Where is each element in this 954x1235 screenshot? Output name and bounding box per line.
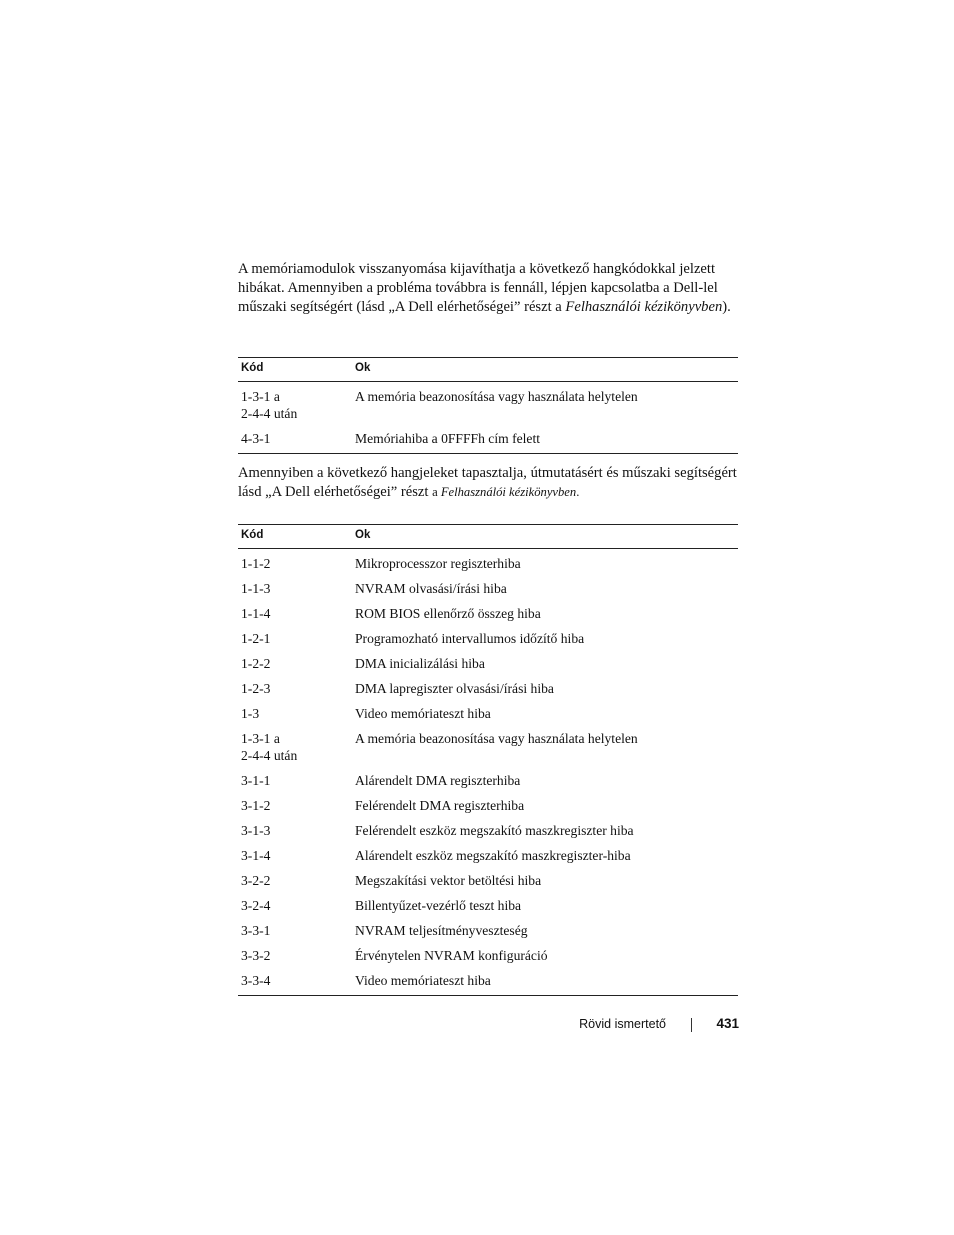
reason-cell: Érvénytelen NVRAM konfiguráció [355,948,548,963]
code-line: 3-2-2 [241,873,271,888]
intro-italic: Felhasználói kézikönyvben [565,299,723,315]
code-cell [238,576,352,601]
reason-cell: DMA lapregiszter olvasási/írási hiba [355,681,554,696]
code-line: 1-3 [241,706,260,721]
code-cell [238,426,352,454]
code-cell [238,843,352,868]
reason-cell: A memória beazonosítása vagy használata helytelen [355,389,638,404]
table-row [238,943,738,968]
reason-cell: NVRAM olvasási/írási hiba [355,581,507,596]
reason-cell: DMA inicializálási hiba [355,656,485,671]
reason-cell: Video memóriateszt hiba [355,706,491,721]
reason-cell: Memóriahiba a 0FFFFh cím felett [352,426,738,454]
table-row [238,601,738,626]
column-header-reason: Ok [352,358,738,382]
table-row [238,701,738,726]
table-row [238,576,738,601]
reason-cell: Megszakítási vektor betöltési hiba [355,873,542,888]
code-line: 1-3-1 a [241,731,280,746]
table-row [238,793,738,818]
code-line: 3-2-4 [241,898,271,913]
code-line: 3-3-1 [241,923,271,938]
intro-text-end: ). [722,299,731,315]
reason-cell: Alárendelt eszköz megszakító maszkregiszter-hiba [355,848,631,863]
middle-text: Amennyiben a következő hangjeleket tapasztalja, útmutatásért és műszaki segítségért lásd „A Dell elérhetőségei” részt [238,465,737,500]
table-row [238,676,738,701]
table-row [238,549,738,577]
code-cell [238,818,352,843]
code-line: 4-3-1 [241,431,271,446]
code-line: 1-1-4 [241,606,271,621]
table-row [238,426,738,454]
page-footer [0,1016,954,1036]
code-line: 1-1-2 [241,556,271,571]
code-line: 1-1-3 [241,581,271,596]
table-body [238,382,738,454]
code-line: 1-2-1 [241,631,271,646]
code-cell [238,726,352,768]
table-row [238,818,738,843]
code-line: 3-1-4 [241,848,271,863]
code-cell [238,893,352,918]
code-line: 1-3-1 a [241,389,280,404]
table-row [238,843,738,868]
table-row [238,768,738,793]
middle-small: a [432,485,441,499]
reason-cell: Programozható intervallumos időzítő hiba [355,631,585,646]
page-number: 431 [716,1016,739,1031]
reason-cell: Mikroprocesszor regiszterhiba [355,556,521,571]
code-cell [238,601,352,626]
table-row [238,968,738,996]
column-header-code: Kód [238,525,352,549]
code-cell [238,626,352,651]
code-cell [238,868,352,893]
code-cell [238,943,352,968]
table-body [238,549,738,996]
code-cell [238,676,352,701]
middle-italic: Felhasználói kézikönyvben [440,485,577,499]
table-row [238,726,738,768]
code-cell [238,968,352,996]
reason-cell: Video memóriateszt hiba [352,968,738,996]
middle-text-end: . [576,485,580,499]
table-row [238,893,738,918]
table-row [238,868,738,893]
table-row [238,651,738,676]
code-line: 1-2-3 [241,681,271,696]
reason-cell: ROM BIOS ellenőrző összeg hiba [355,606,541,621]
intro-paragraph [238,260,738,317]
code-cell [238,918,352,943]
reason-cell: Alárendelt DMA regiszterhiba [355,773,521,788]
column-header-code: Kód [238,358,352,382]
code-line: 3-1-2 [241,798,271,813]
code-cell [238,651,352,676]
code-cell [238,701,352,726]
code-line: 3-1-3 [241,823,271,838]
code-cell [238,382,352,427]
code-line: 2-4-4 után [241,406,298,421]
code-line: 3-3-2 [241,948,271,963]
footer-title: Rövid ismertető [579,1017,666,1031]
reason-cell: Felérendelt DMA regiszterhiba [355,798,525,813]
code-cell [238,549,352,577]
middle-paragraph [238,464,738,502]
beep-code-table-2 [238,524,738,996]
table-row [238,626,738,651]
beep-code-table-1 [238,357,738,454]
column-header-reason: Ok [352,525,738,549]
code-line: 2-4-4 után [241,748,298,763]
code-cell [238,793,352,818]
reason-cell: Felérendelt eszköz megszakító maszkregiszter hiba [355,823,634,838]
reason-cell: A memória beazonosítása vagy használata helytelen [355,731,638,746]
reason-cell: Billentyűzet-vezérlő teszt hiba [355,898,522,913]
table-row [238,382,738,427]
footer-separator [691,1018,692,1032]
code-cell [238,768,352,793]
code-line: 3-3-4 [241,973,271,988]
reason-cell: NVRAM teljesítményveszteség [355,923,528,938]
table-row [238,918,738,943]
intro-text: A memóriamodulok visszanyomása kijavíthatja a következő hangkódokkal jelzett hibákat. Amennyiben a probléma továbbra is fennáll, lépjen kapcsolatba a Dell-lel műszaki segítségért (lásd „A Dell elérhetőségei” részt a [238,261,718,315]
code-line: 1-2-2 [241,656,271,671]
code-line: 3-1-1 [241,773,271,788]
